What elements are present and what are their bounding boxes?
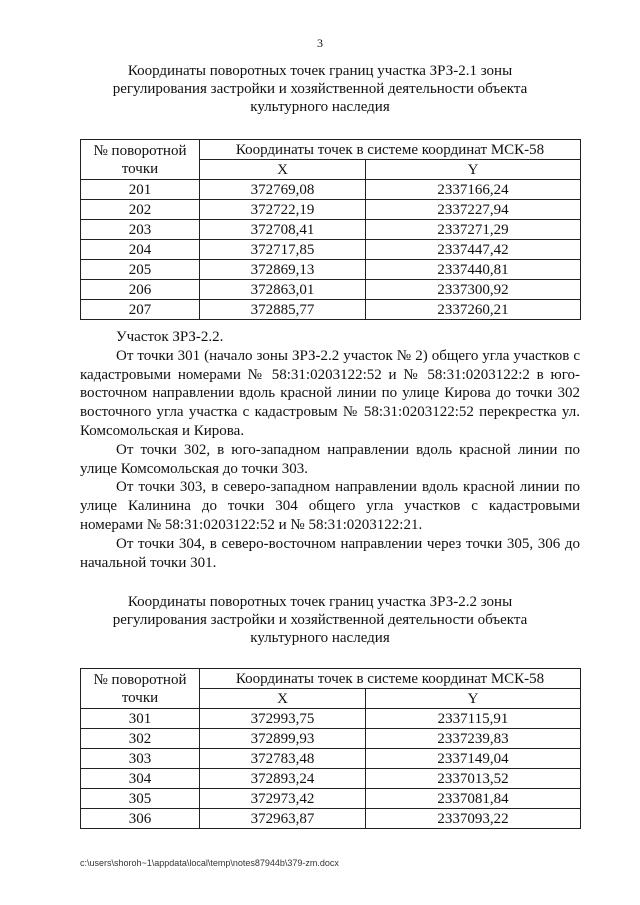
point-number-cell: 302 xyxy=(81,729,200,749)
x-coordinate-cell: 372885,77 xyxy=(200,300,366,320)
point-number-cell: 306 xyxy=(81,809,200,829)
table-row xyxy=(81,180,581,200)
point-number-cell: 207 xyxy=(81,300,200,320)
y-coordinate-cell: 2337013,52 xyxy=(366,769,581,789)
header-x: X xyxy=(200,689,366,709)
section1-heading-line: Координаты поворотных точек границ участка ЗРЗ-2.1 зоны xyxy=(127,63,513,79)
header-point-number xyxy=(81,669,200,709)
page-number: 3 xyxy=(317,36,323,50)
header-point-number-line1: № поворотной xyxy=(93,142,187,159)
x-coordinate-cell: 372899,93 xyxy=(200,729,366,749)
section1-coordinates-table xyxy=(80,139,581,320)
table-row xyxy=(81,260,581,280)
y-coordinate-cell: 2337447,42 xyxy=(366,240,581,260)
x-coordinate-cell: 372708,41 xyxy=(200,220,366,240)
section2-coordinates-table xyxy=(80,668,581,829)
point-number-cell: 206 xyxy=(81,280,200,300)
table-row xyxy=(81,789,581,809)
section2-table-body xyxy=(81,669,581,829)
paragraph: От точки 301 (начало зоны ЗРЗ-2.2 участок № 2) общего угла участков с кадастровыми номерами № 58:31:0203122:52 и № 58:31:0203122:2 в юго-восточном направлении вдоль красной линии по улице Кирова до точки 302 восточного угла участка с кадастровым № 58:31:0203122:52 перекрестка ул. Комсомольская и Кирова. xyxy=(80,347,580,439)
header-point-number xyxy=(81,140,200,180)
section2-heading-line: культурного наследия xyxy=(250,630,390,646)
section2-heading-line: регулирования застройки и хозяйственной деятельности объекта xyxy=(112,612,528,628)
table-row xyxy=(81,749,581,769)
x-coordinate-cell: 372893,24 xyxy=(200,769,366,789)
section-title: Участок ЗРЗ-2.2. xyxy=(116,329,224,345)
y-coordinate-cell: 2337260,21 xyxy=(366,300,581,320)
x-coordinate-cell: 372863,01 xyxy=(200,280,366,300)
x-coordinate-cell: 372722,19 xyxy=(200,200,366,220)
header-coordinates: Координаты точек в системе координат МСК-58 xyxy=(200,140,581,160)
x-coordinate-cell: 372993,75 xyxy=(200,709,366,729)
table-row xyxy=(81,200,581,220)
header-y: Y xyxy=(366,689,581,709)
header-point-number-line2: точки xyxy=(121,689,159,706)
section1-heading-line: регулирования застройки и хозяйственной деятельности объекта xyxy=(112,81,528,97)
y-coordinate-cell: 2337115,91 xyxy=(366,709,581,729)
section1-heading xyxy=(60,62,580,116)
point-number-cell: 304 xyxy=(81,769,200,789)
table-row xyxy=(81,280,581,300)
y-coordinate-cell: 2337081,84 xyxy=(366,789,581,809)
table-row xyxy=(81,300,581,320)
point-number-cell: 201 xyxy=(81,180,200,200)
y-coordinate-cell: 2337300,92 xyxy=(366,280,581,300)
x-coordinate-cell: 372973,42 xyxy=(200,789,366,809)
point-number-cell: 204 xyxy=(81,240,200,260)
body-text xyxy=(80,328,580,572)
header-point-number-line1: № поворотной xyxy=(93,671,187,688)
point-number-cell: 203 xyxy=(81,220,200,240)
section2-heading-line: Координаты поворотных точек границ участка ЗРЗ-2.2 зоны xyxy=(127,594,513,610)
point-number-cell: 305 xyxy=(81,789,200,809)
paragraph: От точки 302, в юго-западном направлении вдоль красной линии по улице Комсомольская до точки 303. xyxy=(80,441,580,477)
paragraph: От точки 303, в северо-западном направлении вдоль красной линии по улице Калинина до точки 304 общего угла участков с кадастровыми номерами № 58:31:0203122:52 и № 58:31:0203122:21. xyxy=(80,479,580,533)
table-header-row xyxy=(81,140,581,160)
x-coordinate-cell: 372717,85 xyxy=(200,240,366,260)
table-row xyxy=(81,709,581,729)
table-row xyxy=(81,220,581,240)
point-number-cell: 205 xyxy=(81,260,200,280)
point-number-cell: 202 xyxy=(81,200,200,220)
y-coordinate-cell: 2337440,81 xyxy=(366,260,581,280)
y-coordinate-cell: 2337227,94 xyxy=(366,200,581,220)
table-row xyxy=(81,729,581,749)
footer-file-path: c:\users\shoroh~1\appdata\local\temp\notes87944b\379-zm.docx xyxy=(80,858,339,868)
header-x: X xyxy=(200,160,366,180)
paragraph: От точки 304, в северо-восточном направлении через точки 305, 306 до начальной точки 301. xyxy=(80,535,580,571)
section1-heading-line: культурного наследия xyxy=(250,99,390,115)
section1-table-body xyxy=(81,140,581,320)
point-number-cell: 301 xyxy=(81,709,200,729)
x-coordinate-cell: 372769,08 xyxy=(200,180,366,200)
header-coordinates: Координаты точек в системе координат МСК-58 xyxy=(200,669,581,689)
header-point-number-line2: точки xyxy=(121,160,159,177)
table-header-row xyxy=(81,669,581,689)
y-coordinate-cell: 2337149,04 xyxy=(366,749,581,769)
x-coordinate-cell: 372963,87 xyxy=(200,809,366,829)
y-coordinate-cell: 2337271,29 xyxy=(366,220,581,240)
point-number-cell: 303 xyxy=(81,749,200,769)
y-coordinate-cell: 2337239,83 xyxy=(366,729,581,749)
y-coordinate-cell: 2337166,24 xyxy=(366,180,581,200)
header-y: Y xyxy=(366,160,581,180)
section2-heading xyxy=(60,593,580,647)
y-coordinate-cell: 2337093,22 xyxy=(366,809,581,829)
x-coordinate-cell: 372783,48 xyxy=(200,749,366,769)
x-coordinate-cell: 372869,13 xyxy=(200,260,366,280)
table-row xyxy=(81,809,581,829)
table-row xyxy=(81,240,581,260)
table-row xyxy=(81,769,581,789)
